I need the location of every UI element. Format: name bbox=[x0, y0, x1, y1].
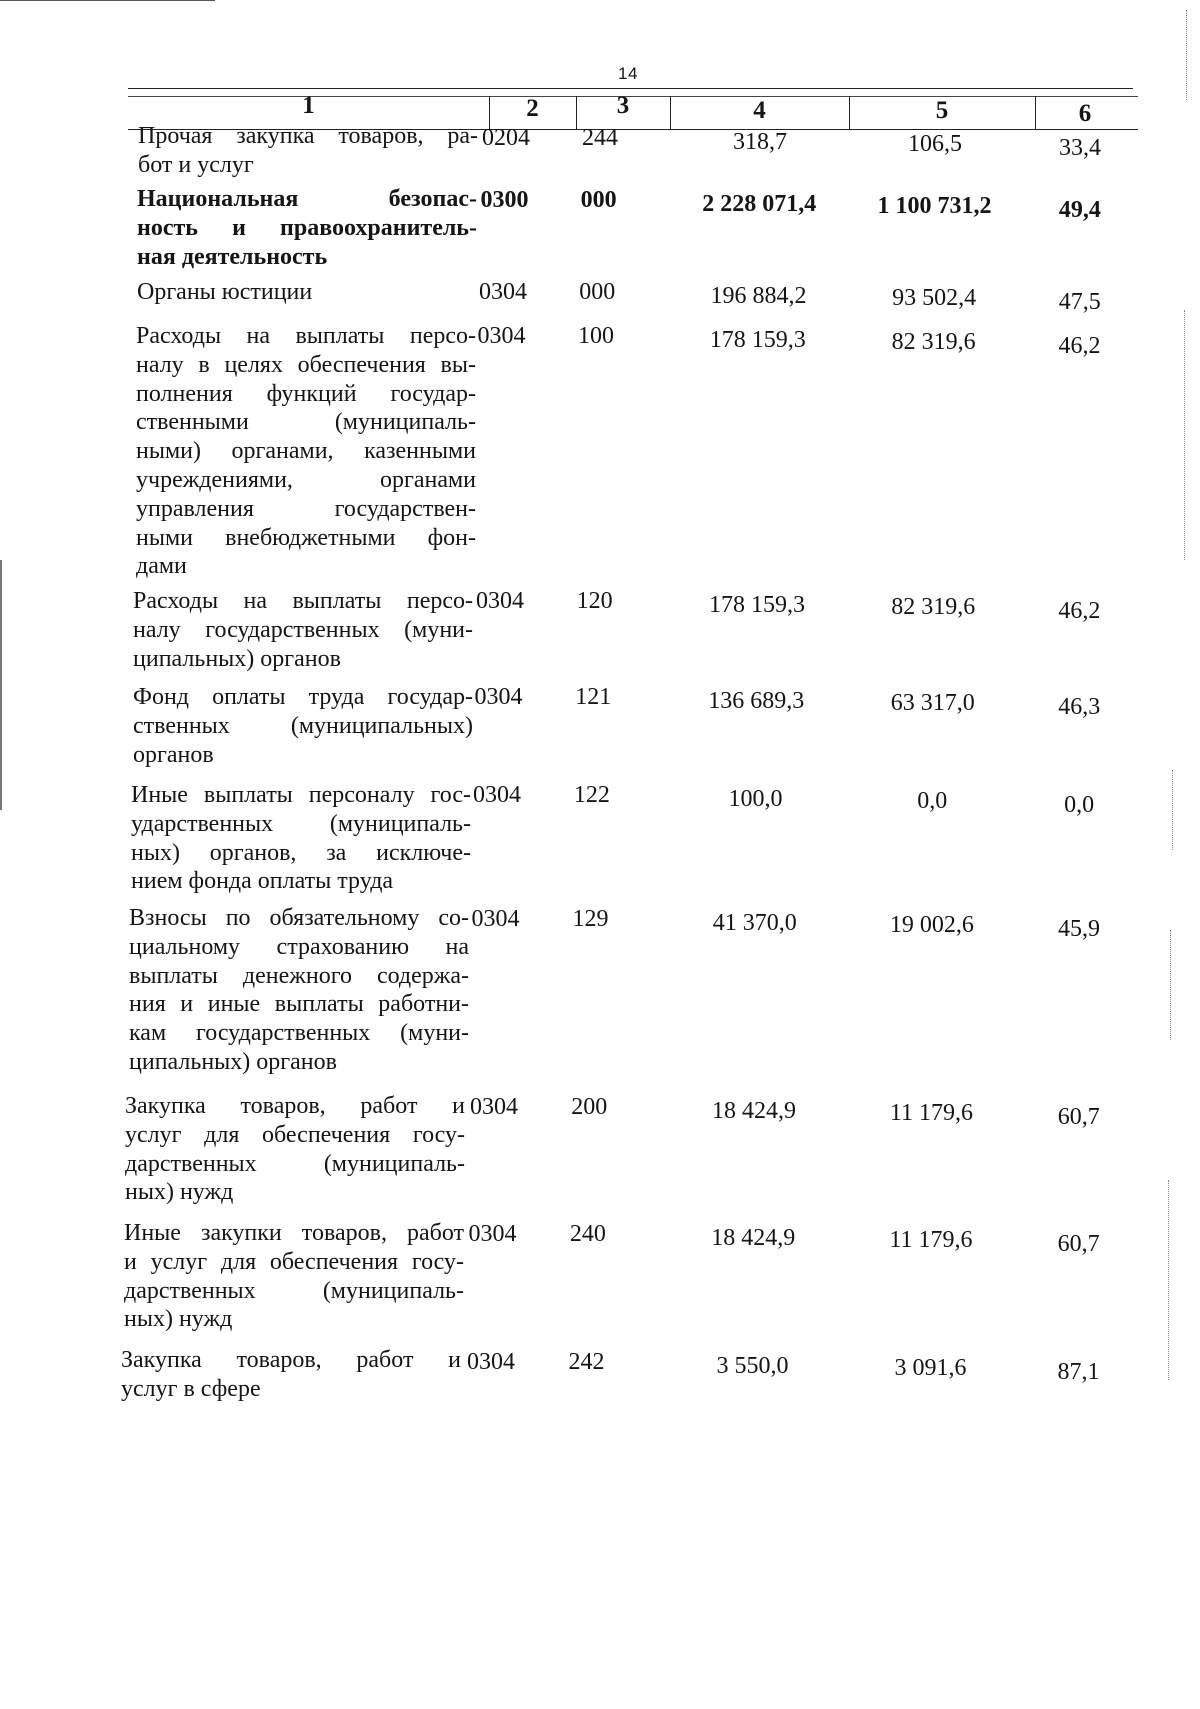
cell-actual-amount: 82 319,6 bbox=[891, 329, 976, 355]
cell-execution-percent: 45,9 bbox=[1057, 916, 1100, 942]
cell-actual-amount: 82 319,6 bbox=[891, 594, 976, 620]
row-name bbox=[136, 322, 476, 581]
cell-plan-amount: 18 424,9 bbox=[712, 1098, 796, 1124]
column-header-6: 6 bbox=[1078, 100, 1092, 127]
cell-actual-amount: 11 179,6 bbox=[889, 1100, 973, 1126]
cell-section-code: 0304 bbox=[479, 279, 527, 305]
row-name-line: органов bbox=[133, 741, 214, 768]
cell-execution-percent: 60,7 bbox=[1057, 1231, 1100, 1257]
cell-actual-amount: 19 002,6 bbox=[889, 912, 974, 938]
cell-actual-amount: 63 317,0 bbox=[890, 690, 975, 716]
row-name-line: Расходы на выплаты персо- bbox=[133, 588, 473, 614]
cell-actual-amount: 0,0 bbox=[917, 788, 948, 814]
column-header-1: 1 bbox=[302, 92, 315, 119]
cell-section-code: 0304 bbox=[474, 684, 523, 710]
row-name-line: Взносы по обязательному со- bbox=[129, 905, 469, 931]
row-name-line: ных) нужд bbox=[124, 1306, 233, 1333]
row-name bbox=[124, 1219, 464, 1334]
column-header-5: 5 bbox=[935, 97, 949, 124]
row-name-line: ственных (муниципальных) bbox=[133, 712, 473, 739]
cell-section-code: 0304 bbox=[471, 906, 520, 932]
row-name-line: Прочая закупка товаров, ра- bbox=[138, 123, 478, 149]
row-name-line: управления государствен- bbox=[136, 495, 476, 522]
cell-expense-type: 200 bbox=[571, 1094, 608, 1120]
row-name-line: Иные выплаты персоналу гос- bbox=[131, 782, 471, 808]
scan-right-dots-5 bbox=[1168, 1180, 1169, 1380]
row-name-line: кам государственных (муни- bbox=[129, 1020, 469, 1047]
row-name bbox=[125, 1092, 465, 1207]
row-name-line: дарственных (муниципаль- bbox=[125, 1150, 465, 1177]
cell-plan-amount: 3 550,0 bbox=[716, 1353, 789, 1379]
cell-expense-type: 000 bbox=[579, 279, 616, 305]
row-name-line: Закупка товаров, работ и bbox=[125, 1093, 465, 1119]
row-name-line: циальному страхованию на bbox=[129, 933, 469, 960]
cell-execution-percent: 49,4 bbox=[1058, 197, 1101, 223]
cell-plan-amount: 196 884,2 bbox=[710, 283, 807, 309]
cell-expense-type: 129 bbox=[572, 906, 609, 932]
row-name-line: налу в целях обеспечения вы- bbox=[136, 351, 476, 378]
row-name-line: нием фонда оплаты труда bbox=[131, 868, 394, 895]
cell-section-code: 0204 bbox=[482, 125, 530, 151]
cell-expense-type: 121 bbox=[575, 684, 612, 710]
row-name bbox=[129, 904, 469, 1077]
row-name bbox=[133, 587, 473, 673]
cell-expense-type: 000 bbox=[580, 187, 617, 213]
cell-plan-amount: 41 370,0 bbox=[712, 910, 797, 936]
cell-execution-percent: 47,5 bbox=[1058, 289, 1101, 315]
cell-section-code: 0304 bbox=[476, 588, 524, 614]
row-name-line: налу государственных (муни- bbox=[133, 616, 473, 643]
cell-plan-amount: 178 159,3 bbox=[709, 592, 805, 618]
cell-execution-percent: 0,0 bbox=[1064, 792, 1095, 818]
row-name-line: ными внебюджетными фон- bbox=[136, 524, 476, 551]
row-name bbox=[131, 781, 471, 896]
cell-plan-amount: 178 159,3 bbox=[709, 327, 806, 353]
cell-plan-amount: 318,7 bbox=[733, 129, 787, 155]
row-name bbox=[133, 683, 473, 769]
row-name-line: ность и правоохранитель- bbox=[137, 214, 477, 241]
cell-expense-type: 244 bbox=[582, 125, 618, 151]
row-name-line: Национальная безопас- bbox=[137, 186, 477, 212]
cell-execution-percent: 46,2 bbox=[1058, 598, 1101, 624]
cell-section-code: 0300 bbox=[480, 187, 529, 213]
row-name-line: учреждениями, органами bbox=[136, 466, 476, 493]
page-number: 14 bbox=[618, 64, 638, 83]
row-name-line: ных) нужд bbox=[125, 1179, 234, 1206]
cell-actual-amount: 11 179,6 bbox=[889, 1227, 973, 1253]
cell-section-code: 0304 bbox=[477, 323, 526, 349]
cell-execution-percent: 46,3 bbox=[1058, 694, 1101, 720]
row-name-line: Расходы на выплаты персо- bbox=[136, 323, 476, 349]
cell-actual-amount: 1 100 731,2 bbox=[877, 193, 992, 219]
row-name-line: ственными (муниципаль- bbox=[136, 409, 476, 436]
cell-execution-percent: 87,1 bbox=[1057, 1359, 1100, 1385]
cell-plan-amount: 136 689,3 bbox=[708, 688, 805, 714]
row-name bbox=[138, 122, 478, 180]
row-name-line: полнения функций государ- bbox=[136, 380, 476, 407]
cell-section-code: 0304 bbox=[468, 1221, 517, 1247]
cell-actual-amount: 106,5 bbox=[908, 131, 962, 157]
cell-expense-type: 120 bbox=[576, 588, 613, 614]
cell-plan-amount: 2 228 071,4 bbox=[702, 191, 817, 217]
scan-right-dots-3 bbox=[1172, 770, 1173, 850]
row-name-line: Иные закупки товаров, работ bbox=[124, 1220, 464, 1246]
row-name bbox=[137, 185, 477, 271]
scan-right-dots bbox=[1186, 10, 1187, 100]
row-name bbox=[137, 278, 477, 307]
cell-expense-type: 122 bbox=[573, 782, 610, 808]
row-name-line: ударственных (муниципаль- bbox=[131, 810, 471, 837]
cell-actual-amount: 3 091,6 bbox=[894, 1355, 967, 1381]
row-name-line: Закупка товаров, работ и bbox=[121, 1347, 461, 1373]
row-name-line: Фонд оплаты труда государ- bbox=[133, 684, 473, 710]
row-name-line: услуг в сфере bbox=[121, 1375, 261, 1402]
row-name bbox=[121, 1346, 461, 1404]
row-name-line: бот и услуг bbox=[138, 151, 254, 178]
column-header-2: 2 bbox=[526, 95, 539, 122]
row-name-line: дарственных (муниципаль- bbox=[124, 1277, 464, 1304]
row-name-line: Органы юстиции bbox=[137, 279, 313, 305]
row-name-line: ния и иные выплаты работни- bbox=[129, 991, 469, 1018]
cell-section-code: 0304 bbox=[473, 782, 521, 808]
row-name-line: дами bbox=[136, 553, 187, 580]
cell-plan-amount: 18 424,9 bbox=[711, 1225, 796, 1251]
scan-top-line bbox=[0, 0, 215, 1]
cell-section-code: 0304 bbox=[467, 1349, 515, 1375]
cell-expense-type: 242 bbox=[568, 1349, 605, 1375]
cell-actual-amount: 93 502,4 bbox=[892, 285, 977, 311]
cell-expense-type: 240 bbox=[569, 1221, 606, 1247]
cell-plan-amount: 100,0 bbox=[728, 786, 783, 812]
scan-right-dots-2 bbox=[1184, 310, 1185, 560]
scan-right-dots-4 bbox=[1170, 930, 1171, 1040]
row-name-line: ная деятельность bbox=[137, 243, 328, 270]
cell-execution-percent: 60,7 bbox=[1057, 1104, 1100, 1130]
row-name-line: ных) органов, за исключе- bbox=[131, 839, 471, 866]
row-name-line: услуг для обеспечения госу- bbox=[125, 1121, 465, 1148]
column-header-3: 3 bbox=[616, 92, 630, 119]
row-name-line: выплаты денежного содержа- bbox=[129, 962, 469, 989]
cell-section-code: 0304 bbox=[470, 1094, 518, 1120]
column-header-4: 4 bbox=[753, 97, 766, 124]
scan-left-edge bbox=[0, 560, 2, 810]
row-name-line: ципальных) органов bbox=[129, 1048, 337, 1075]
row-name-line: ципальных) органов bbox=[133, 645, 341, 672]
row-name-line: ными) органами, казенными bbox=[136, 438, 476, 465]
cell-execution-percent: 33,4 bbox=[1059, 135, 1101, 161]
cell-expense-type: 100 bbox=[577, 323, 614, 349]
row-name-line: и услуг для обеспечения госу- bbox=[124, 1248, 464, 1275]
cell-execution-percent: 46,2 bbox=[1058, 333, 1101, 359]
